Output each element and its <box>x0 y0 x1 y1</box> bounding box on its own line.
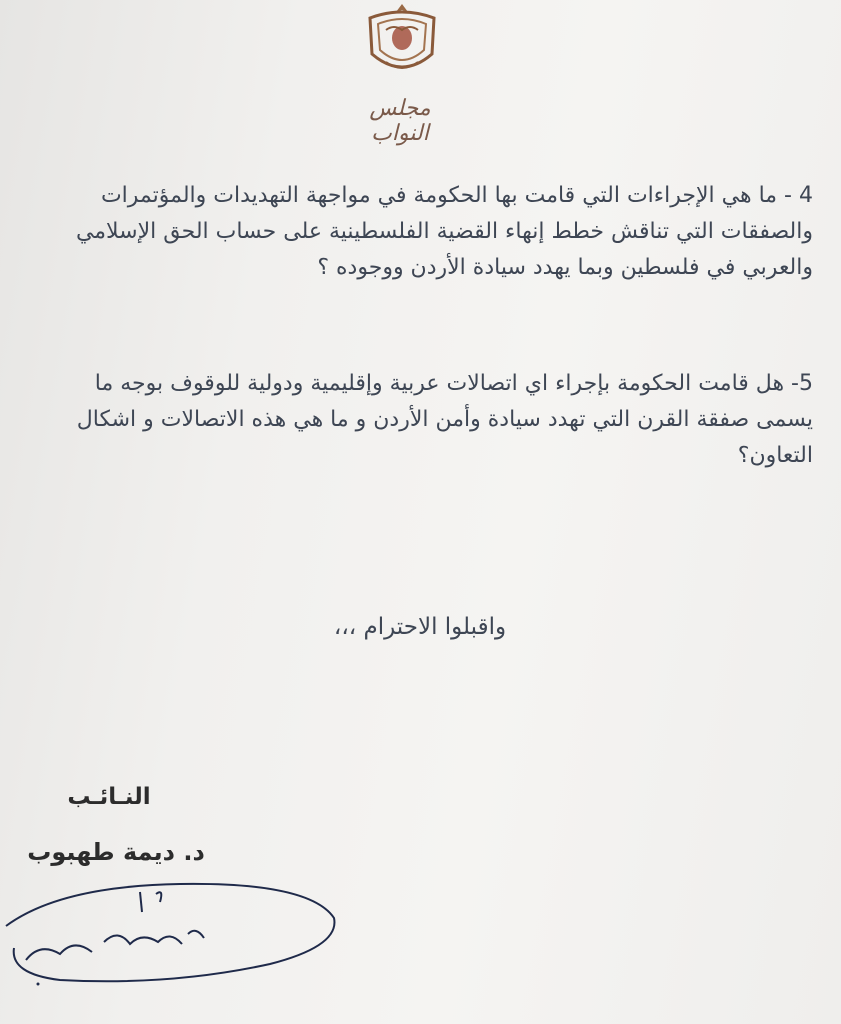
jordan-coat-of-arms-icon <box>356 0 448 84</box>
signatory-name: د. ديمة طهبوب <box>27 838 205 866</box>
question-4 <box>23 178 813 286</box>
question-line: 4 - ما هي الإجراءات التي قامت بها الحكومة في مواجهة التهديدات والمؤتمرات <box>100 183 813 208</box>
signatory-title: النـائـب <box>67 784 151 810</box>
closing-salutation: واقبلوا الاحترام ،،، <box>333 614 507 640</box>
question-line: يسمى صفقة القرن التي تهدد سيادة وأمن الأردن و ما هي هذه الاتصالات و اشكال <box>76 407 813 432</box>
question-line: 5- هل قامت الحكومة بإجراء اي اتصالات عربية وإقليمية ودولية للوقوف بوجه ما <box>94 371 813 396</box>
question-5 <box>23 366 813 474</box>
question-line: والعربي في فلسطين وبما يهدد سيادة الأردن ووجوده ؟ <box>317 255 813 280</box>
question-line: التعاون؟ <box>737 443 813 468</box>
question-line: والصفقات التي تناقش خطط إنهاء القضية الفلسطينية على حساب الحق الإسلامي <box>75 219 813 244</box>
institution-name: مجلس النواب <box>369 96 431 146</box>
handwritten-signature <box>0 868 340 998</box>
